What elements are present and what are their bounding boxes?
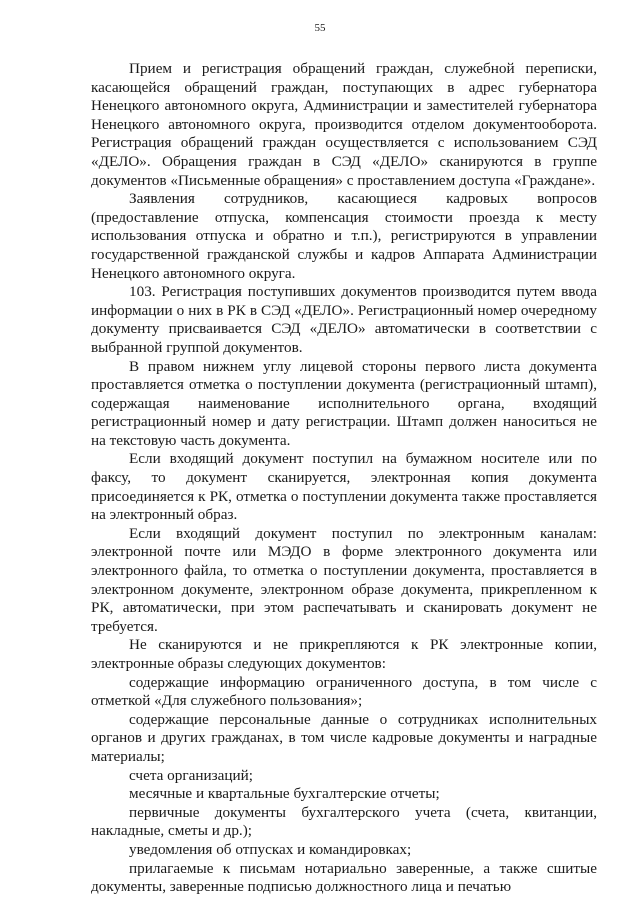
paragraph-citizen-appeals: Прием и регистрация обращений граждан, служебной переписки, касающейся обращений граждан, поступающих в адрес губернатора Ненецкого автономного округа, Администрации и заместителей губернатора Ненецкого автономного округа, производится отделом документооборота. Регистрация обращений граждан осуществляется с использованием СЭД «ДЕЛО». Обращения граждан в СЭД «ДЕЛО» сканируются в группе документов «Письменные обращения» с проставлением доступа «Граждане». [91, 60, 597, 189]
paragraph-clause-103: 103. Регистрация поступивших документов производится путем ввода информации о них в РК в СЭД «ДЕЛО». Регистрационный номер очередному документу присваивается СЭД «ДЕЛО» автоматически в соответствии с выбранной группой документов. [91, 283, 597, 356]
paragraph-employee-applications: Заявления сотрудников, касающиеся кадровых вопросов (предоставление отпуска, компенсация стоимости проезда к месту использования отпуска и обратно и т.п.), регистрируются в управлении государственной гражданской службы и кадров Аппарата Администрации Ненецкого автономного округа. [91, 190, 597, 282]
paragraph-paper-documents: Если входящий документ поступил на бумажном носителе или по факсу, то документ сканируется, электронная копия документа присоединяется к РК, отметка о поступлении документа также проставляется на электронный образ. [91, 450, 597, 524]
list-item-leave-notices: уведомления об отпусках и командировках; [129, 840, 412, 858]
paragraph-electronic-documents: Если входящий документ поступил по электронным каналам: электронной почте или МЭДО в форме электронного документа или электронного файла, то отметка о поступлении документа, проставляется в электронном документе, электронном образе документа, прикрепленном к РК, автоматически, при этом распечатывать и сканировать документ не требуется. [91, 524, 597, 635]
list-item-accounting-reports: месячные и квартальные бухгалтерские отчеты; [129, 785, 440, 803]
list-item-invoices: счета организаций; [129, 766, 253, 784]
list-item-restricted-access: содержащие информацию ограниченного доступа, в том числе с отметкой «Для служебного пользования»; [91, 673, 597, 710]
document-body [91, 60, 597, 897]
page-number: 55 [314, 22, 326, 34]
list-item-primary-accounting: первичные документы бухгалтерского учета (счета, квитанции, накладные, сметы и др.); [91, 803, 597, 840]
paragraph-not-scanned-intro: Не сканируются и не прикрепляются к РК электронные копии, электронные образы следующих документов: [91, 636, 597, 672]
paragraph-registration-stamp: В правом нижнем углу лицевой стороны первого листа документа проставляется отметка о поступлении документа (регистрационный штамп), содержащая наименование исполнительного органа, входящий регистрационный номер и дату регистрации. Штамп должен наноситься не на текстовую часть документа. [91, 357, 597, 449]
list-item-notarized-attachments: прилагаемые к письмам нотариально заверенные, а также сшитые документы, заверенные подписью должностного лица и печатью [91, 859, 597, 896]
list-item-personal-data: содержащие персональные данные о сотрудниках исполнительных органов и других гражданах, в том числе кадровые документы и наградные материалы; [91, 710, 597, 765]
